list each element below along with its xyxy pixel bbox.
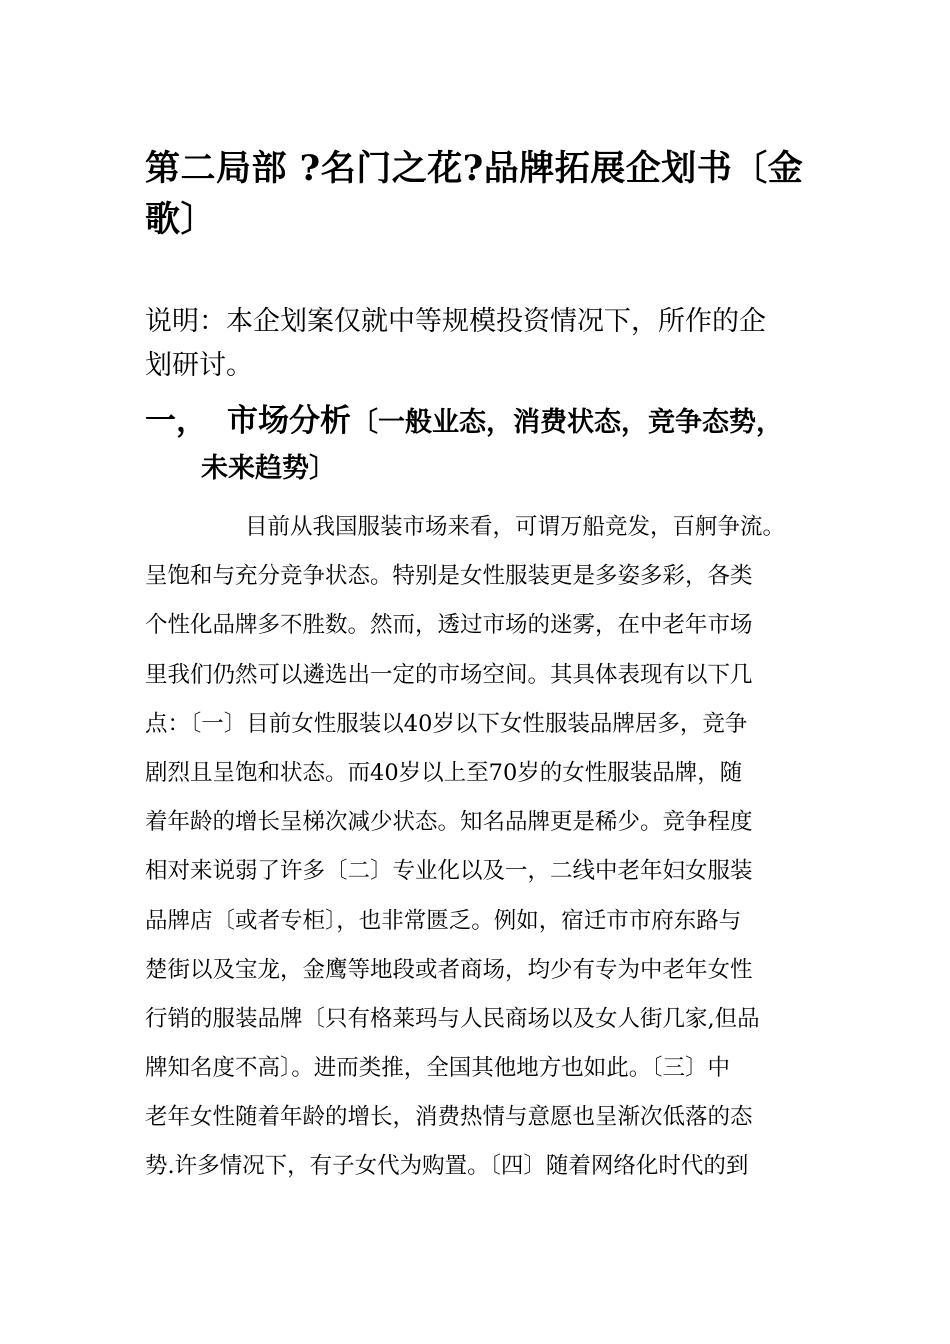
section-subtitle-line-1: 〔一般业态，消费状态，竞争态势， xyxy=(351,407,783,438)
body-line: 呈饱和与充分竞争状态。特别是女性服装更是多姿多彩，各类 xyxy=(145,563,753,590)
section-number: 一， xyxy=(145,403,207,439)
body-line: 老年女性随着年龄的增长，消费热情与意愿也呈渐次低落的态 xyxy=(145,1104,753,1131)
body-line: 品牌店〔或者专柜〕，也非常匮乏。例如，宿迁市市府东路与 xyxy=(145,907,742,934)
section-subtitle-line-2: 未来趋势〕 xyxy=(201,453,336,484)
body-line: 相对来说弱了许多〔二〕专业化以及一，二线中老年妇女服装 xyxy=(145,858,753,885)
section-name: 市场分析 xyxy=(227,403,351,439)
body-line: 个性化品牌多不胜数。然而，透过市场的迷雾，在中老年市场 xyxy=(145,612,753,639)
body-paragraph xyxy=(145,503,845,1192)
body-line: 楚街以及宝龙，金鹰等地段或者商场，均少有专为中老年女性 xyxy=(145,956,753,983)
body-line: 牌知名度不高〕。进而类推，全国其他地方也如此。〔三〕中 xyxy=(145,1055,731,1082)
body-line: 点：〔一〕目前女性服装以40岁以下女性服装品牌居多，竞争 xyxy=(145,710,748,737)
section-heading-market-analysis xyxy=(145,398,845,492)
body-line: 目前从我国服装市场来看，可谓万船竞发，百舸争流。 xyxy=(245,514,786,540)
note-line-2: 划研讨。 xyxy=(145,350,253,381)
title-line-2: 歌〕 xyxy=(145,199,217,240)
body-line: 剧烈且呈饱和状态。而40岁以上至70岁的女性服装品牌，随 xyxy=(145,759,743,786)
title-line-1: 第二局部 ?名门之花?品牌拓展企划书〔金 xyxy=(145,148,804,189)
note-line-1: 说明：本企划案仅就中等规模投资情况下，所作的企 xyxy=(145,306,766,337)
body-line: 里我们仍然可以遴选出一定的市场空间。其具体表现有以下几 xyxy=(145,661,753,688)
document-title xyxy=(145,143,825,245)
note-paragraph xyxy=(145,300,825,388)
body-line: 势.许多情况下，有子女代为购置。〔四〕随着网络化时代的到 xyxy=(145,1153,749,1180)
body-line: 行销的服装品牌〔只有格莱玛与人民商场以及女人街几家,但品 xyxy=(145,1005,760,1032)
body-line: 着年龄的增长呈梯次减少状态。知名品牌更是稀少。竞争程度 xyxy=(145,809,753,836)
